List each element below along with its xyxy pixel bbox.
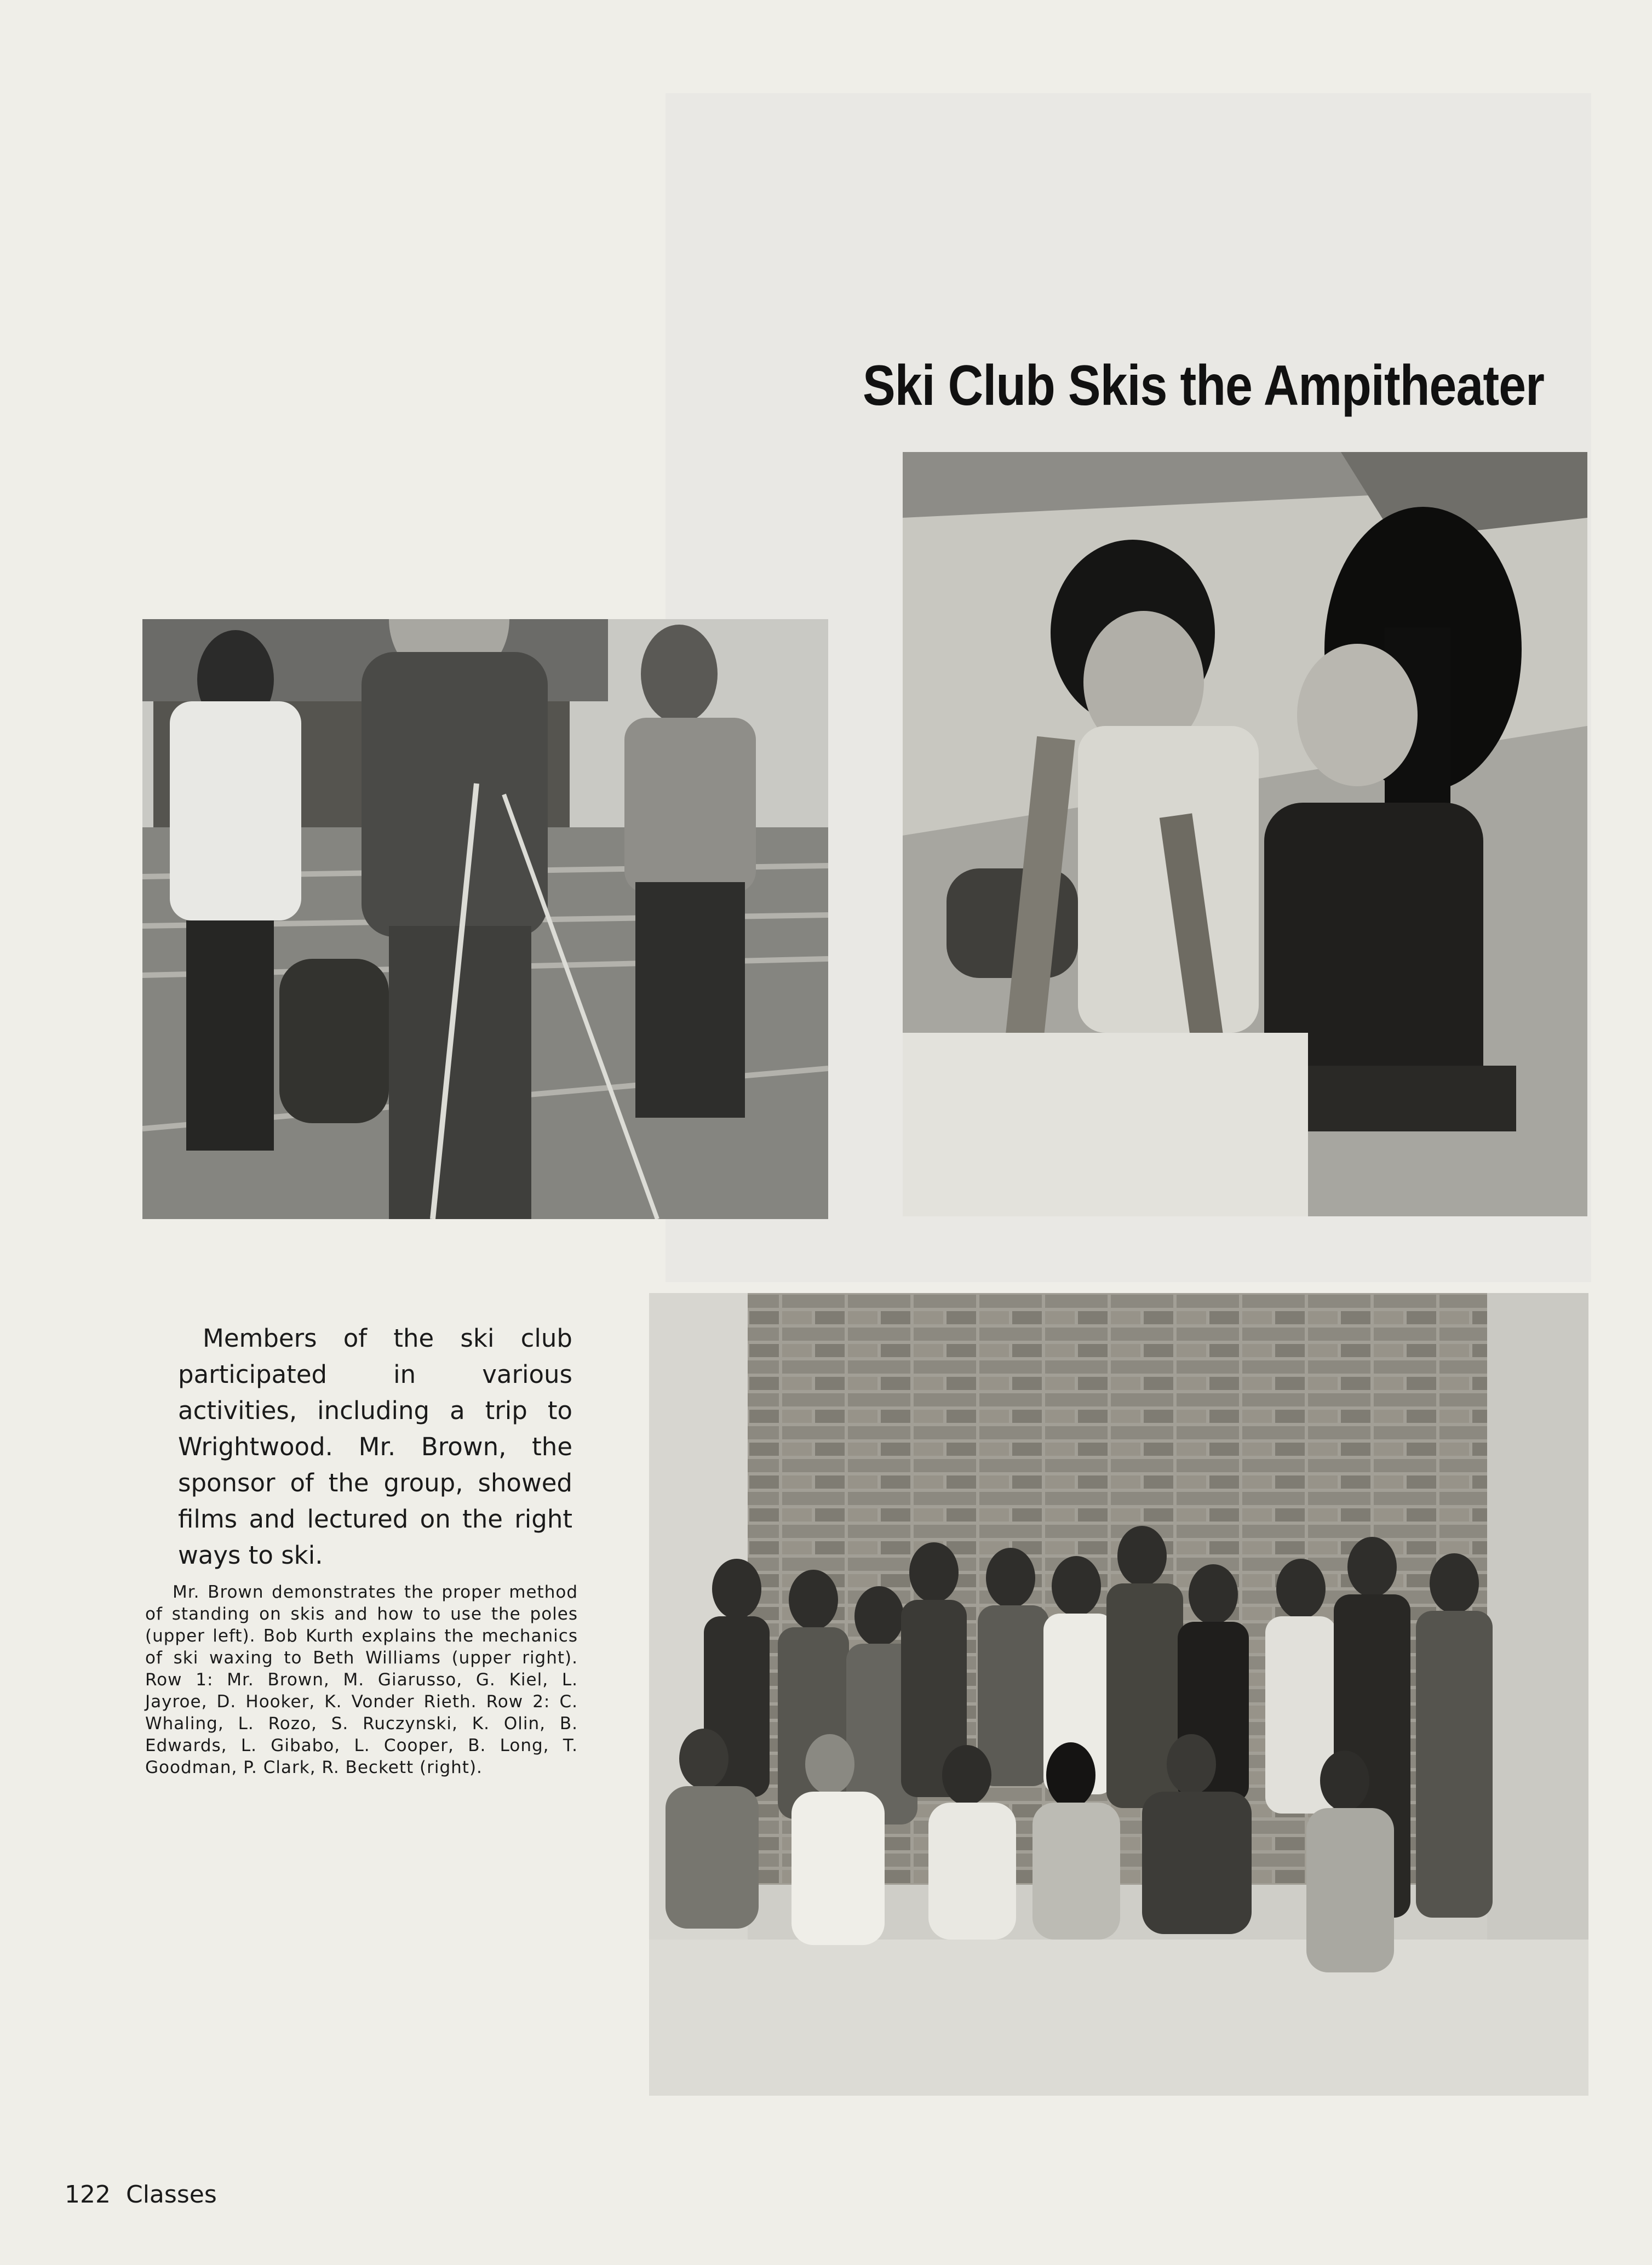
article-body: Members of the ski club participated in various activities, including a trip to Wrightwood. Mr. Brown, the sponsor of the group, showed films and lectured on the right ways to ski. — [178, 1324, 572, 1570]
page-folio — [65, 2181, 232, 2209]
photo-caption: Mr. Brown demonstrates the proper method of standing on skis and how to use the poles (upper left). Bob Kurth explains the mechanics of ski waxing to Beth Williams (upper right). Row 1: Mr. Brown, M. Giarusso, G. Kiel, L. Jayroe, D. Hooker, K. Vonder Rieth. Row 2: C. Whaling, L. Rozo, S. Ruczynski, K. Olin, B. Edwards, L. Gibabo, L. Cooper, B. Long, T. Goodman, P. Clark, R. Beckett (right). — [145, 1582, 578, 1777]
photo-ski-pole-demonstration — [142, 619, 828, 1219]
page-headline: Ski Club Skis the Ampitheater — [863, 354, 1545, 417]
photo-ski-club-group — [649, 1293, 1588, 2096]
section-name: Classes — [125, 2181, 217, 2209]
photo-ski-waxing — [903, 452, 1587, 1216]
page-number: 122 — [65, 2181, 111, 2209]
